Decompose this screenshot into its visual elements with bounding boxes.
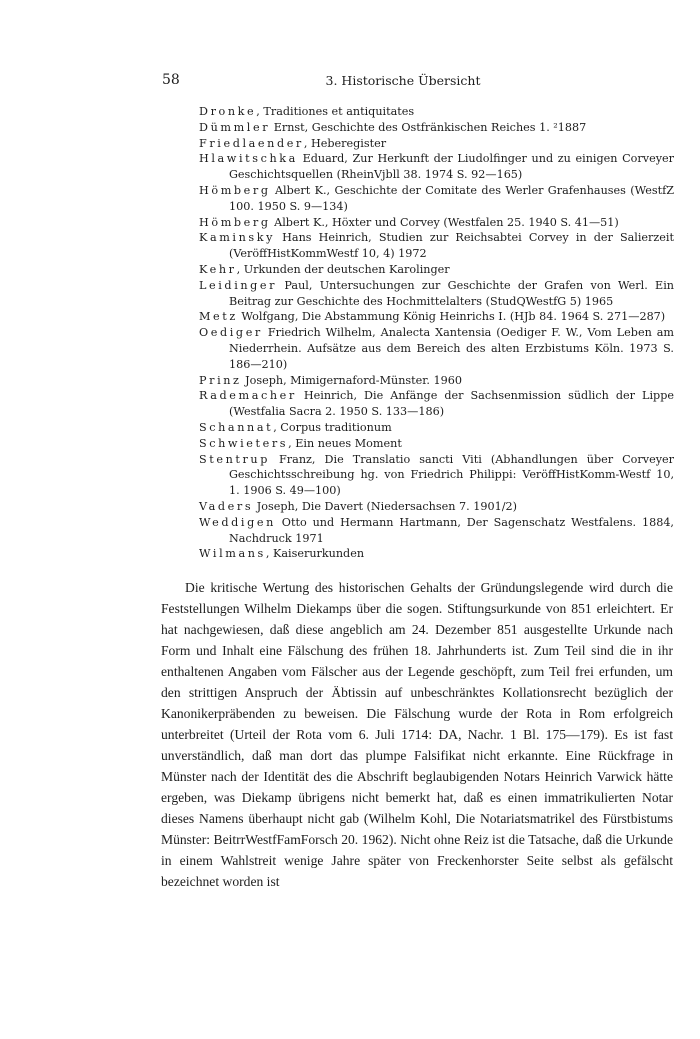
- reference-author: Dümmler: [199, 120, 271, 134]
- reference-author: Wilmans: [199, 547, 266, 561]
- reference-entry: [199, 151, 674, 183]
- reference-list: [199, 104, 674, 562]
- reference-author: Schwieters: [199, 436, 289, 450]
- reference-entry: [199, 373, 674, 389]
- reference-entry: [199, 230, 674, 262]
- body-paragraph: Die kritische Wertung des historischen Gehalts der Gründungslegende wird durch die Feststellungen Wilhelm Diekamps über die sogen. Stiftungsurkunde von 851 erleichtert. Er hat nachgewiesen, daß diese angeblich am 24. Dezember 851 ausgestellte Urkunde nach Form und Inhalt eine Fälschung des frühen 18. Jahrhunderts ist. Zum Teil sind die in ihr enthaltenen Angaben vom Fälscher aus der Legende geschöpft, zum Teil frei erfunden, um den strittigen Anspruch der Äbtissin auf unbeschränktes Kollationsrecht bezüglich der Kanonikerpräbenden zu beweisen. Die Fälschung wurde der Rota in Rom erfolgreich unterbreitet (Urteil der Rota vom 6. Juli 1714: DA, Nachr. 1 Bl. 175—179). Es ist fast unverständlich, daß man dort das plumpe Falsifikat nicht erkannte. Eine Rückfrage in Münster nach der Identität des die Abschrift beglaubigenden Notars Heinrich Varwick hätte ergeben, was Diekamp übrigens nicht bemerkt hat, daß es einen immatrikulierten Notar dieses Namens überhaupt nicht gab (Wilhelm Kohl, Die Notariatsmatrikel des Fürstbistums Münster: BeitrrWestfFamForsch 20. 1962). Nicht ohne Reiz ist die Tatsache, daß die Urkunde in einem Wahlstreit wenige Jahre später von Freckenhorster Seite selbst als gefälscht bezeichnet worden ist: [161, 580, 673, 889]
- reference-entry: [199, 452, 674, 499]
- reference-text: Paul, Untersuchungen zur Geschichte der Grafen von Werl. Ein Beitrag zur Geschichte des Hochmittelalters (StudQWestfG 5) 1965: [229, 278, 674, 308]
- reference-author: Rademacher: [199, 389, 297, 403]
- reference-entry: [199, 215, 674, 231]
- reference-text: Franz, Die Translatio sancti Viti (Abhandlungen über Corveyer Geschichtsschreibung hg. von Friedrich Philippi: VeröffHistKomm-Westf 10, 1. 1906 S. 49—100): [229, 452, 674, 498]
- body-text: [161, 577, 673, 892]
- reference-author: Vaders: [199, 499, 254, 513]
- reference-entry: [199, 262, 674, 278]
- reference-text: Otto und Hermann Hartmann, Der Sagenschatz Westfalens. 1884, Nachdruck 1971: [229, 515, 674, 545]
- reference-author: Kehr: [199, 262, 237, 276]
- reference-author: Prinz: [199, 373, 242, 387]
- reference-entry: [199, 183, 674, 215]
- reference-author: Metz: [199, 310, 238, 324]
- reference-text: Ernst, Geschichte des Ostfränkischen Reiches 1. ²1887: [270, 120, 587, 134]
- reference-text: Joseph, Mimigernaford-Münster. 1960: [241, 373, 462, 387]
- reference-author: Hömberg: [199, 215, 271, 229]
- reference-text: , Ein neues Moment: [288, 436, 402, 450]
- page-number: 58: [162, 72, 180, 88]
- reference-entry: [199, 120, 674, 136]
- reference-entry: [199, 515, 674, 547]
- reference-text: , Traditiones et antiquitates: [256, 105, 415, 118]
- reference-text: , Heberegister: [303, 136, 387, 150]
- page-header: [162, 72, 644, 92]
- reference-author: Weddigen: [199, 515, 276, 529]
- reference-entry: [199, 309, 674, 325]
- reference-entry: [199, 546, 674, 562]
- reference-entry: [199, 436, 674, 452]
- reference-entry: [199, 388, 674, 420]
- reference-text: Albert K., Geschichte der Comitate des Werler Grafenhauses (WestfZ 100. 1950 S. 9—134): [229, 183, 674, 213]
- reference-entry: [199, 136, 674, 152]
- reference-entry: [199, 420, 674, 436]
- reference-author: Schannat: [199, 420, 274, 434]
- reference-text: Friedrich Wilhelm, Analecta Xantensia (Oediger F. W., Vom Leben am Niederrhein. Aufsätze aus dem Bereich des alten Erzbistums Köln. 1973 S. 186—210): [229, 326, 674, 371]
- reference-entry: [199, 278, 674, 310]
- reference-entry: [199, 325, 674, 372]
- reference-entry: [199, 104, 674, 120]
- reference-text: Hans Heinrich, Studien zur Reichsabtei Corvey in der Salierzeit (VeröffHistKommWestf 10, 4) 1972: [229, 231, 674, 261]
- reference-text: Albert K., Höxter und Corvey (Westfalen 25. 1940 S. 41—51): [270, 215, 619, 229]
- reference-text: Joseph, Die Davert (Niedersachsen 7. 1901/2): [253, 499, 517, 513]
- reference-text: Heinrich, Die Anfänge der Sachsenmission südlich der Lippe (Westfalia Sacra 2. 1950 S. 133—186): [229, 389, 674, 419]
- reference-entry: [199, 499, 674, 515]
- reference-author: Stentrup: [199, 452, 270, 466]
- reference-author: Kaminsky: [199, 231, 276, 245]
- running-title: 3. Historische Übersicht: [325, 73, 481, 88]
- reference-text: Eduard, Zur Herkunft der Liudolfinger und zu einigen Corveyer Geschichtsquellen (RheinVjbll 38. 1974 S. 92—165): [229, 152, 674, 182]
- reference-text: , Urkunden der deutschen Karolinger: [236, 262, 450, 276]
- reference-author: Leidinger: [199, 278, 278, 292]
- reference-text: Wolfgang, Die Abstammung König Heinrichs I. (HJb 84. 1964 S. 271—287): [237, 310, 666, 324]
- reference-author: Dronke: [199, 105, 257, 118]
- reference-author: Oediger: [199, 326, 263, 340]
- reference-text: , Corpus traditionum: [273, 420, 392, 434]
- reference-author: Hömberg: [199, 183, 271, 197]
- reference-author: Hlawitschka: [199, 152, 298, 166]
- reference-author: Friedlaender: [199, 136, 304, 150]
- reference-text: , Kaiserurkunden: [265, 547, 365, 561]
